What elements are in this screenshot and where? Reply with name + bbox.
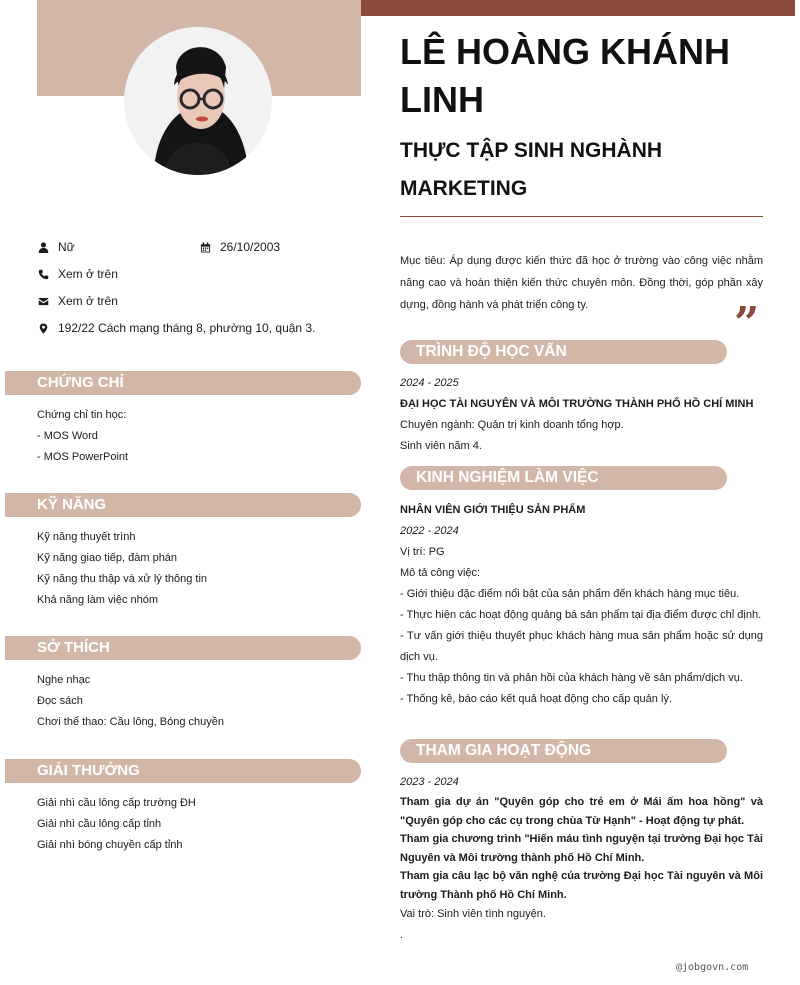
experience-position: NHÂN VIÊN GIỚI THIỆU SẢN PHẨM — [400, 504, 586, 516]
education-period: 2024 - 2025 — [400, 377, 459, 389]
activities-role: Vai trò: Sinh viên tình nguyện. — [400, 908, 546, 920]
experience-task: - Tư vấn giới thiệu thuyết phục khách hàng mua sản phẩm hoặc sử dụng dịch vụ. — [400, 630, 763, 663]
birthday-value: 26/10/2003 — [220, 240, 281, 254]
skills-list — [37, 527, 357, 611]
list-item: Kỹ năng giao tiếp, đàm phán — [37, 552, 178, 564]
awards-heading: GIẢI THƯỞNG — [5, 759, 361, 783]
list-item: Kỹ năng thuyết trình — [37, 531, 136, 543]
experience-heading: KINH NGHIỆM LÀM VIỆC — [400, 466, 727, 490]
email-value: Xem ở trên — [58, 294, 118, 308]
top-accent-bar — [361, 0, 795, 16]
list-item: Khả năng làm việc nhóm — [37, 594, 159, 606]
contact-email — [37, 294, 118, 308]
activity-item: Tham gia câu lạc bộ văn nghệ của trường Đại học Tài nguyên và Môi trường Thành phố Hồ Chí Minh. — [400, 870, 763, 901]
hobbies-heading: SỞ THÍCH — [5, 636, 361, 660]
address-value: 192/22 Cách mạng tháng 8, phường 10, quận 3. — [58, 321, 316, 335]
experience-desc-label: Mô tả công việc: — [400, 567, 481, 579]
activities-trailing: . — [400, 929, 404, 941]
job-title: THỰC TẬP SINH NGHÀNH MARKETING — [400, 139, 663, 200]
contact-address — [37, 321, 315, 335]
experience-period: 2022 - 2024 — [400, 525, 459, 537]
career-objective: Mục tiêu: Áp dụng được kiến thức đã học ở trường vào công việc nhằm nâng cao và hoàn thiện kiến thức chuyên môn. Đồng thời, góp phần xây dựng, đồng hành và phát triển công ty. — [400, 255, 763, 311]
location-pin-icon — [37, 322, 49, 334]
list-item: Giải nhì bóng chuyền cấp tỉnh — [37, 839, 183, 851]
experience-task: - Giới thiệu đặc điểm nổi bật của sản phẩm đến khách hàng mục tiêu. — [400, 588, 740, 600]
certificates-heading: CHỨNG CHỈ — [5, 371, 361, 395]
person-icon — [37, 241, 49, 253]
calendar-icon — [199, 241, 211, 253]
activity-item: Tham gia chương trình "Hiến máu tình nguyện tại trường Đại học Tài Nguyên và Môi trường thành phố Hồ Chí Minh. — [400, 833, 763, 864]
contact-gender — [37, 240, 75, 254]
education-major: Chuyên ngành: Quản trị kinh doanh tổng hợp. — [400, 419, 624, 431]
list-item: Giải nhì cầu lông cấp tỉnh — [37, 818, 162, 830]
title-divider — [400, 216, 763, 217]
activities-period: 2023 - 2024 — [400, 776, 459, 788]
list-item: Nghe nhạc — [37, 674, 91, 686]
experience-role: Vị trí: PG — [400, 546, 445, 558]
quote-mark-icon: ” — [734, 298, 760, 349]
list-item: Kỹ năng thu thập và xử lý thông tin — [37, 573, 208, 585]
education-school: ĐẠI HỌC TÀI NGUYÊN VÀ MÔI TRƯỜNG THÀNH PHỐ HỒ CHÍ MINH — [400, 398, 754, 410]
envelope-icon — [37, 295, 49, 307]
phone-icon — [37, 268, 49, 280]
certificates-list — [37, 405, 357, 468]
hobbies-list — [37, 670, 357, 733]
experience-task: - Thực hiện các hoạt động quảng bá sản phẩm tại địa điểm được chỉ định. — [400, 609, 762, 621]
activities-entry — [400, 772, 763, 946]
candidate-name: LÊ HOÀNG KHÁNH LINH — [400, 31, 730, 120]
list-item: Đọc sách — [37, 695, 83, 707]
avatar — [124, 27, 272, 175]
awards-list — [37, 793, 357, 856]
education-heading: TRÌNH ĐỘ HỌC VẤN — [400, 340, 727, 364]
list-item: Giải nhì cầu lông cấp trường ĐH — [37, 797, 196, 809]
phone-value: Xem ở trên — [58, 267, 118, 281]
education-year: Sinh viên năm 4. — [400, 440, 482, 452]
activity-item: Tham gia dự án "Quyên góp cho trẻ em ở Mái ấm hoa hồng" và "Quyên góp cho các cụ trong chùa Từ Hạnh" - Hoạt động tự phát. — [400, 796, 763, 827]
skills-heading: KỸ NĂNG — [5, 493, 361, 517]
experience-task: - Thu thập thông tin và phản hồi của khách hàng về sản phẩm/dịch vụ. — [400, 672, 743, 684]
list-item: - MOS PowerPoint — [37, 451, 129, 463]
contact-phone — [37, 267, 118, 281]
experience-task: - Thống kê, báo cáo kết quả hoạt động cho cấp quản lý. — [400, 693, 672, 705]
list-item: Chơi thể thao: Cầu lông, Bóng chuyền — [37, 716, 225, 728]
education-entry — [400, 373, 763, 457]
activities-heading: THAM GIA HOẠT ĐỘNG — [400, 739, 727, 763]
gender-value: Nữ — [58, 240, 75, 254]
list-item: - MOS Word — [37, 430, 98, 442]
list-item: Chứng chỉ tin học: — [37, 409, 127, 421]
contact-birthday — [199, 240, 280, 254]
footer-watermark: @jobgovn.com — [676, 962, 749, 973]
experience-entry — [400, 500, 763, 710]
